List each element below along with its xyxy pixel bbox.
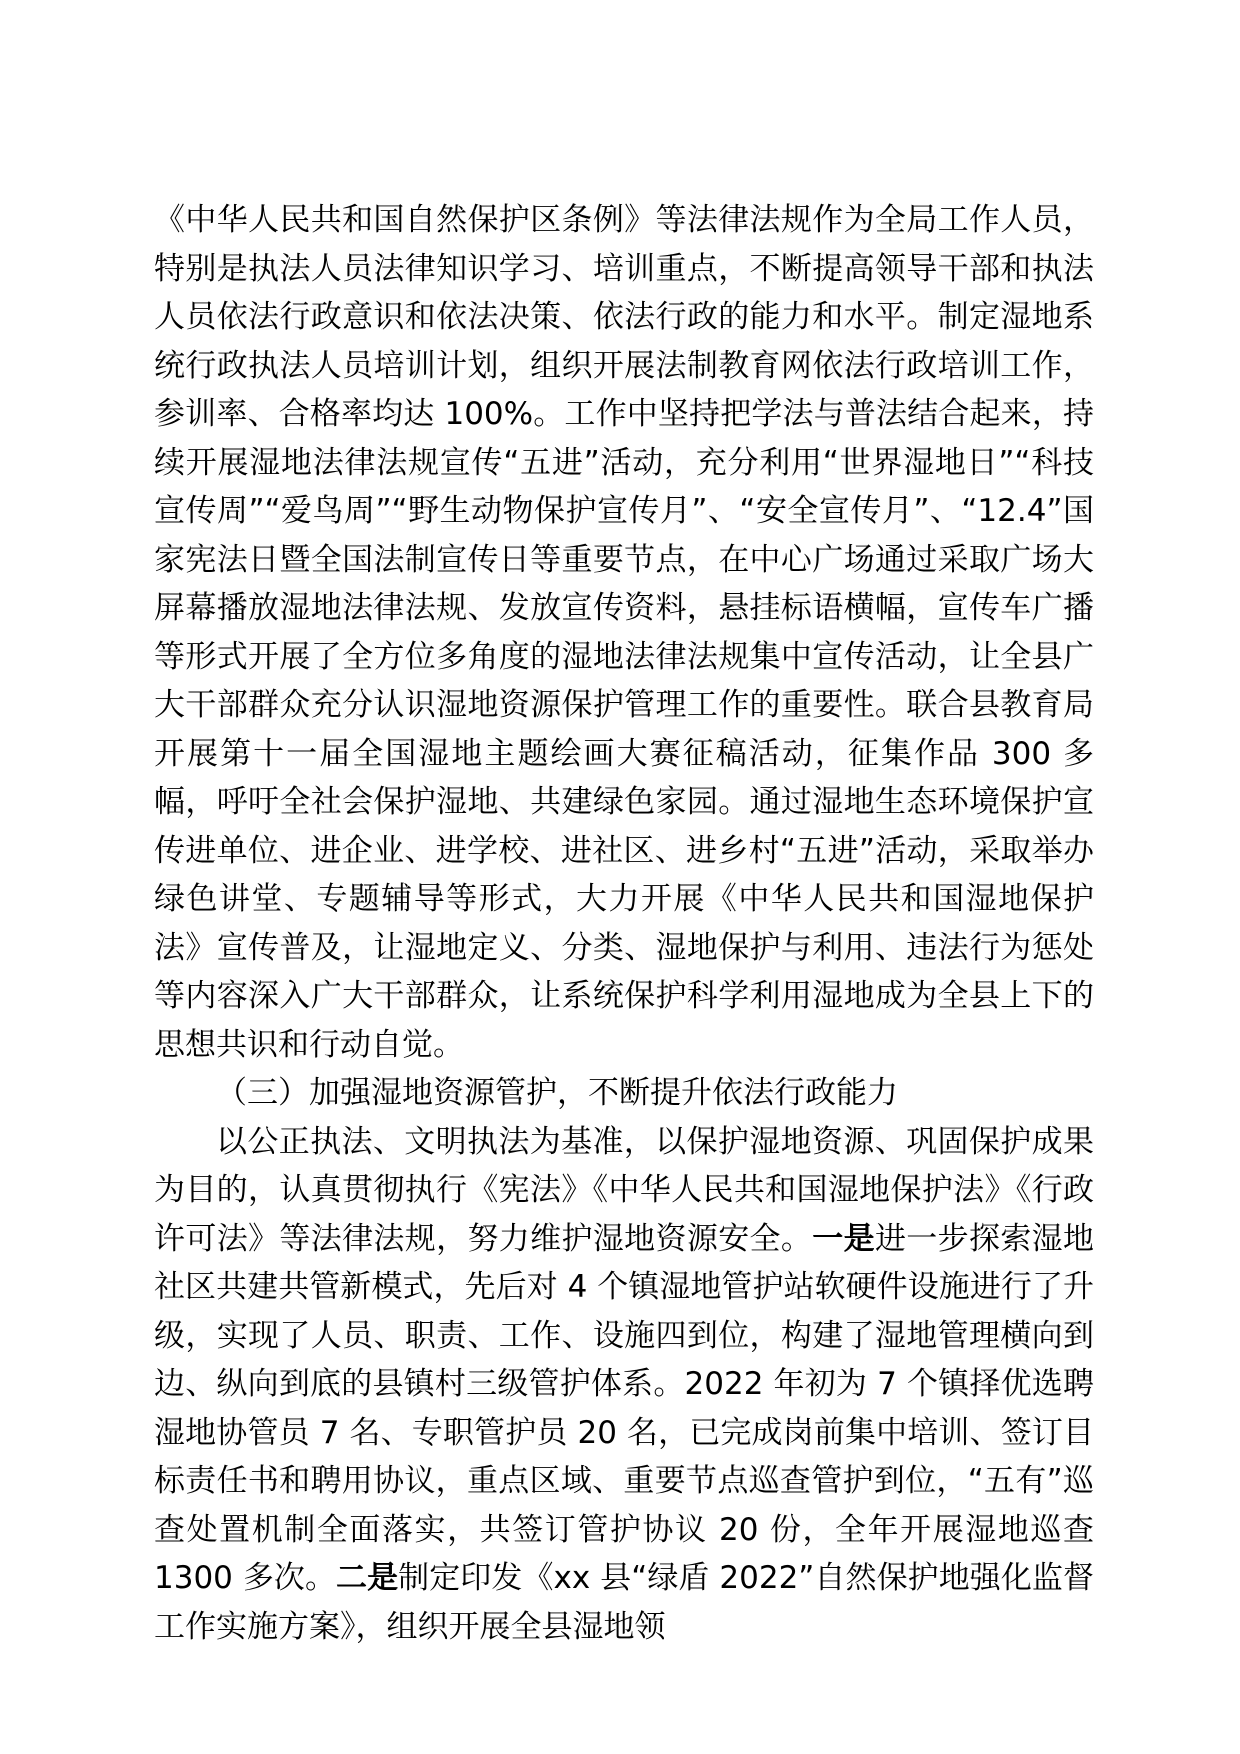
paragraph-resource-management xyxy=(154,1118,1094,1652)
paragraph-text-intro: 以公正执法、文明执法为基准，以保护湿地资源、巩固保护成果为目的，认真贯彻执行《宪法》《中华人民共和国湿地保护法》《行政许可法》等法律法规，努力维护湿地资源安全。 xyxy=(154,1123,1094,1257)
paragraph-text-second: 制定印发《xx 县“绿盾 2022”自然保护地强化监督工作实施方案》，组织开展全县湿地领 xyxy=(154,1560,1094,1645)
document-body xyxy=(154,196,1094,1651)
paragraph-legal-education: 《中华人民共和国自然保护区条例》等法律法规作为全局工作人员，特别是执法人员法律知识学习、培训重点，不断提高领导干部和执法人员依法行政意识和依法决策、依法行政的能力和水平。制定湿地系统行政执法人员培训计划，组织开展法制教育网依法行政培训工作，参训率、合格率均达 100%。工作中坚持把学法与普法结合起来，持续开展湿地法律法规宣传“五进”活动，充分利用“世界湿地日”“科技宣传周”“爱鸟周”“野生动物保护宣传月”、“安全宣传月”、“12.4”国家宪法日暨全国法制宣传日等重要节点，在中心广场通过采取广场大屏幕播放湿地法律法规、发放宣传资料，悬挂标语横幅，宣传车广播等形式开展了全方位多角度的湿地法律法规集中宣传活动，让全县广大干部群众充分认识湿地资源保护管理工作的重要性。联合县教育局开展第十一届全国湿地主题绘画大赛征稿活动，征集作品 300 多幅，呼吁全社会保护湿地、共建绿色家园。通过湿地生态环境保护宣传进单位、进企业、进学校、进社区、进乡村“五进”活动，采取举办绿色讲堂、专题辅导等形式，大力开展《中华人民共和国湿地保护法》宣传普及，让湿地定义、分类、湿地保护与利用、违法行为惩处等内容深入广大干部群众，让系统保护科学利用湿地成为全县上下的思想共识和行动自觉。 xyxy=(154,202,1094,1063)
paragraph-text-first: 进一步探索湿地社区共建共管新模式，先后对 4 个镇湿地管护站软硬件设施进行了升级，实现了人员、职责、工作、设施四到位，构建了湿地管理横向到边、纵向到底的县镇村三级管护体系。2022 年初为 7 个镇择优选聘湿地协管员 7 名、专职管护员 20 名，已完成岗前集中培训、签订目标责任书和聘用协议，重点区域、重要节点巡查管护到位，“五有”巡查处置机制全面落实，共签订管护协议 20 份，全年开展湿地巡查 1300 多次。 xyxy=(154,1220,1095,1596)
lead-marker-first: 一是 xyxy=(812,1220,875,1257)
section-heading-3: （三）加强湿地资源管护，不断提升依法行政能力 xyxy=(216,1075,898,1111)
lead-marker-second: 二是 xyxy=(336,1560,399,1596)
